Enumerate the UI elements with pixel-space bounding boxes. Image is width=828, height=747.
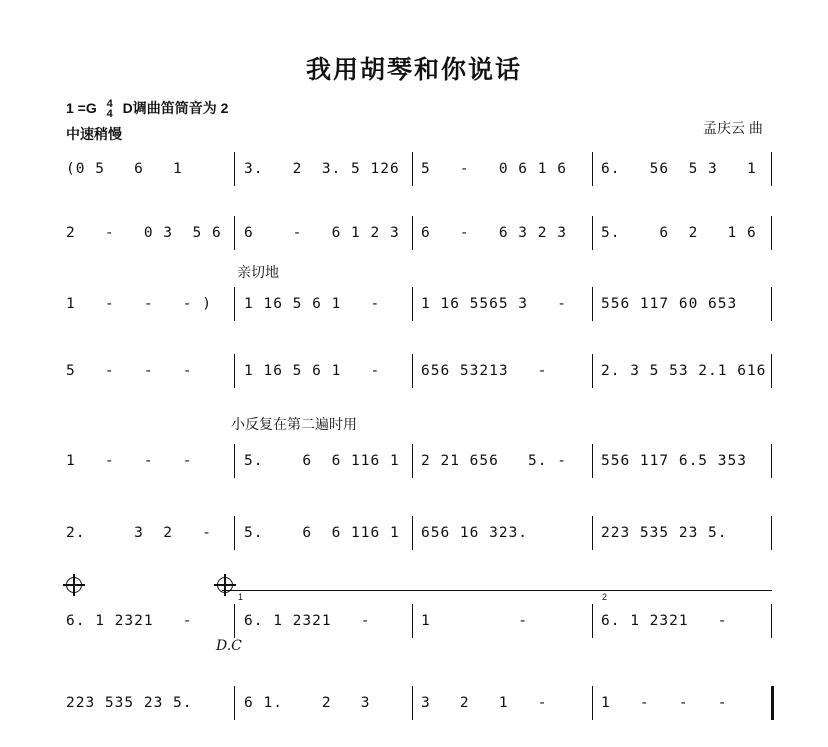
measure [421,216,567,250]
coda-icon [66,577,82,593]
key-suffix: D调曲笛筒音为 2 [122,100,229,116]
barline [234,287,235,321]
measure [66,287,212,321]
da-capo-mark: D.C [216,638,242,654]
measure-notes: 3. 2 3. 5 126 [244,161,400,177]
score-line [62,516,772,550]
barline [592,354,593,388]
measure [601,287,737,321]
measure [421,354,548,388]
score-line [62,354,772,388]
barline [412,604,413,638]
barline [592,287,593,321]
measure-notes: 1 - - - ) [66,296,212,312]
measure [244,604,371,638]
barline [592,516,593,550]
key-signature [66,98,228,119]
barline [592,152,593,186]
measure [244,686,371,720]
barline [771,152,772,186]
measure [244,152,400,186]
barline [234,686,235,720]
barline [412,216,413,250]
expression-intimate: 亲切地 [237,264,279,280]
measure-notes: 1 - - - [66,453,193,469]
measure-notes: 5. 6 6 116 1 [244,525,400,541]
measure [601,216,757,250]
measure-notes: 6. 1 2321 - [601,613,728,629]
measure [66,444,193,478]
measure [421,287,567,321]
repeat-instruction: 小反复在第二遍时用 [231,416,357,432]
time-bottom: 4 [106,108,113,121]
barline [412,444,413,478]
measure-notes: 2 - 0 3 5 6 [66,225,222,241]
barline [771,354,772,388]
measure-notes: 556 117 6.5 353 [601,453,747,469]
measure [244,287,380,321]
measure [421,516,528,550]
measure [66,604,193,638]
barline [771,516,772,550]
barline [592,686,593,720]
barline [412,354,413,388]
barline [234,516,235,550]
measure-notes: 5. 6 6 116 1 [244,453,400,469]
barline [592,604,593,638]
barline [592,444,593,478]
measure-notes: 5 - - - [66,363,193,379]
measure-notes: 6 1. 2 3 [244,695,371,711]
measure-notes: 1 16 5 6 1 - [244,363,381,379]
score-line [62,287,772,321]
measure-notes: 223 535 23 5. [601,525,728,541]
measure-notes: 1 16 5 6 1 - [244,296,381,312]
measure-notes: 656 53213 - [421,363,548,379]
barline [412,287,413,321]
measure [66,152,183,186]
measure [601,516,728,550]
measure-notes: 223 535 23 5. [66,695,193,711]
song-title: 我用胡琴和你说话 [305,55,522,84]
measure [421,152,567,186]
measure [244,216,400,250]
measure-notes: 1 16 5565 3 - [421,296,567,312]
score-line [62,604,772,638]
barline [771,287,772,321]
measure-notes: 5 - 0 6 1 6 [421,161,567,177]
measure-notes: 1 - [421,613,529,629]
barline [234,444,235,478]
barline [592,216,593,250]
measure [66,216,222,250]
measure-notes: 6. 1 2321 - [66,613,193,629]
measure-notes: 2 21 656 5. - [421,453,567,469]
measure [66,686,193,720]
measure-notes: 3 2 1 - [421,695,548,711]
volta-second: 2 [602,592,608,602]
measure-notes: 6. 1 2321 - [244,613,371,629]
barline [771,604,772,638]
measure [244,516,400,550]
measure-notes: 556 117 60 653 [601,296,738,312]
tempo-marking: 中速稍慢 [66,126,122,142]
score-line [62,686,772,720]
barline [412,516,413,550]
composer-credit: 孟庆云 曲 [703,120,763,136]
measure [244,354,380,388]
measure [244,444,400,478]
measure [601,354,766,388]
volta-first: 1 [238,592,244,602]
barline [234,216,235,250]
measure-notes: 6 - 6 3 2 3 [421,225,567,241]
time-top: 4 [106,98,113,111]
barline [234,354,235,388]
barline [234,152,235,186]
measure [421,686,548,720]
barline [771,216,772,250]
measure-notes: 2. 3 5 53 2.1 616 [601,363,767,379]
barline [412,686,413,720]
measure-notes: 6 - 6 1 2 3 [244,225,400,241]
measure [601,604,728,638]
measure-notes: 6. 56 5 3 1 [601,161,757,177]
barline [234,604,235,638]
measure-notes: 2. 3 2 - [66,525,212,541]
measure [601,686,728,720]
measure-notes: 5. 6 2 1 6 [601,225,757,241]
measure [66,354,193,388]
barline [771,686,774,720]
score-line [62,216,772,250]
score-line [62,444,772,478]
measure-notes: (0 5 6 1 [66,161,183,177]
measure-notes: 656 16 323. [421,525,529,541]
measure [66,516,212,550]
measure-notes: 1 - - - [601,695,728,711]
volta-line [222,590,772,591]
measure [601,152,757,186]
score-line [62,152,772,186]
barline [771,444,772,478]
time-signature [107,99,113,119]
measure [421,444,567,478]
key-prefix: 1 =G [66,100,97,116]
measure [601,444,747,478]
barline [412,152,413,186]
measure [421,604,528,638]
